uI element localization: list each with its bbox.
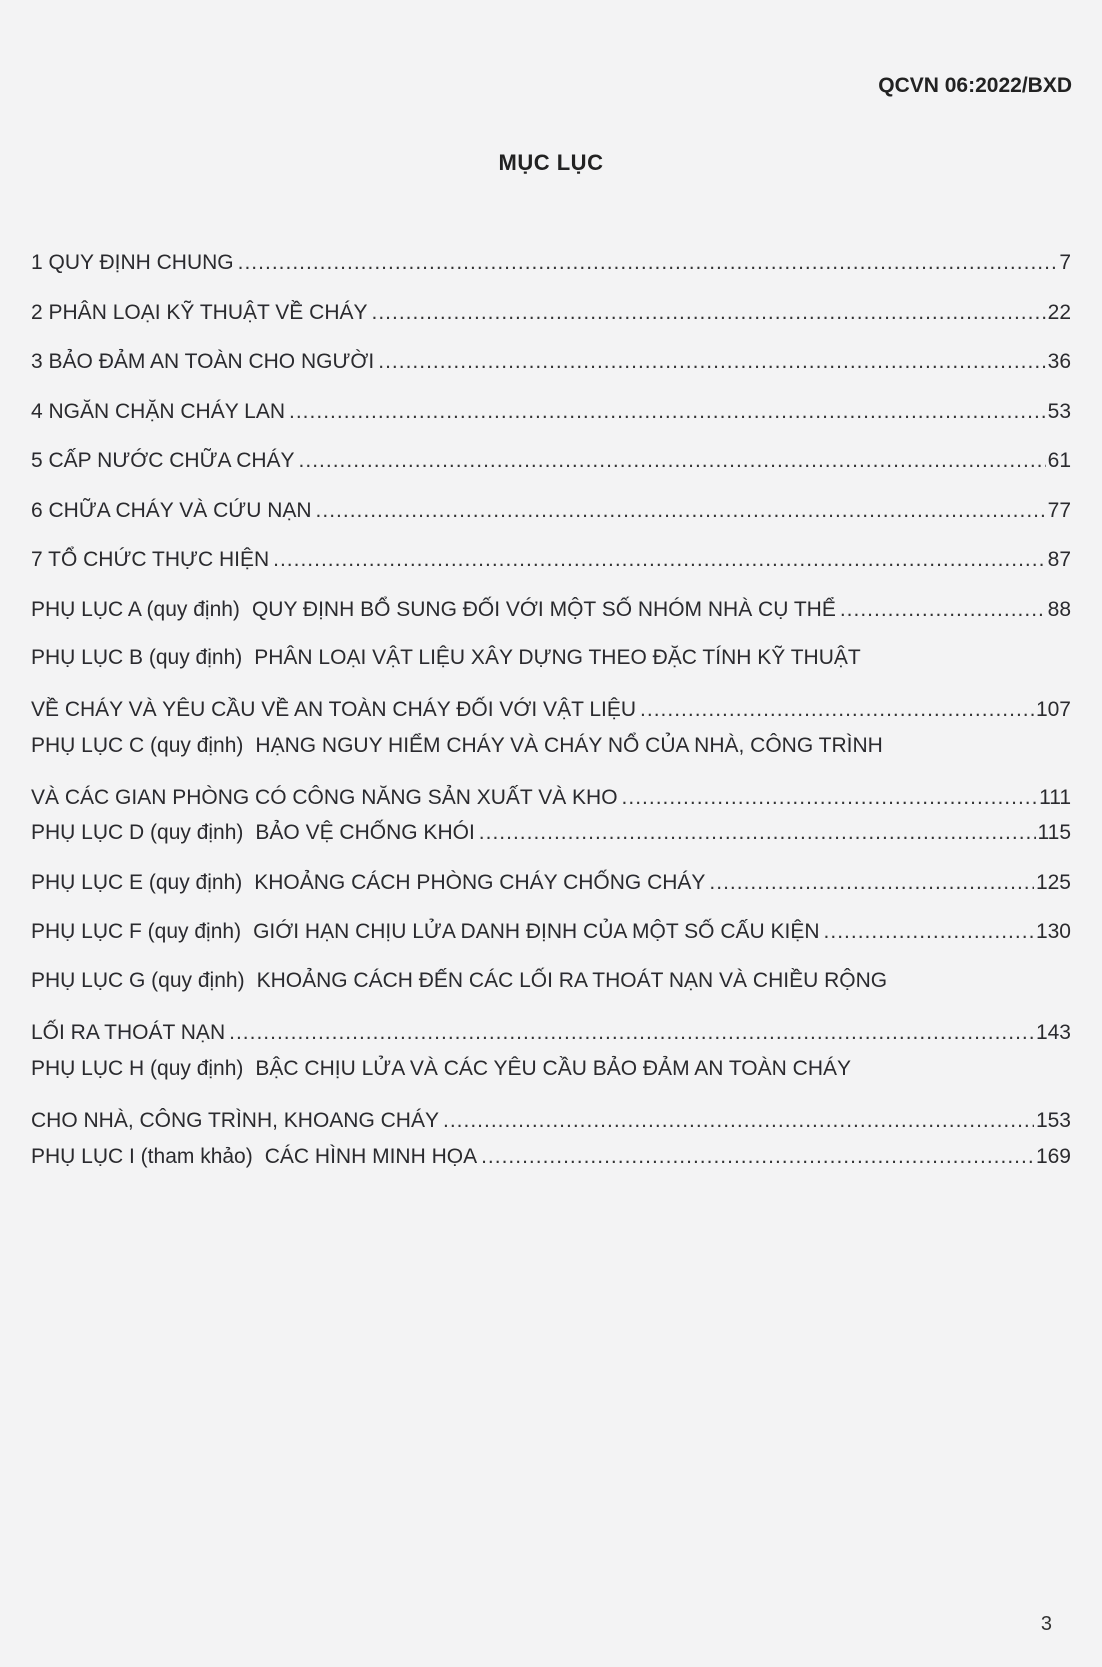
toc-entry-title: 3 BẢO ĐẢM AN TOÀN CHO NGƯỜI (31, 350, 375, 373)
toc-entry-title: BẬC CHỊU LỬA VÀ CÁC YÊU CẦU BẢO ĐẢM AN TOÀN CHÁY (255, 1057, 851, 1080)
toc-appendix-label: PHỤ LỤC E (quy định) (31, 871, 243, 894)
dot-leader (840, 592, 1046, 627)
toc-entry[interactable] (31, 640, 1071, 727)
dot-leader (273, 542, 1046, 577)
toc-entry-title: KHOẢNG CÁCH PHÒNG CHÁY CHỐNG CHÁY (254, 871, 706, 894)
toc-appendix-label: PHỤ LỤC H (quy định) (31, 1057, 244, 1080)
toc-page-number: 88 (1047, 598, 1071, 621)
toc-line (31, 592, 1071, 627)
toc-entry-title: PHÂN LOẠI VẬT LIỆU XÂY DỰNG THEO ĐẶC TÍNH KỸ THUẬT (254, 646, 861, 669)
toc-line (31, 1051, 1071, 1086)
toc-entry[interactable] (31, 865, 1071, 900)
toc-appendix-label: PHỤ LỤC A (quy định) (31, 598, 240, 621)
toc-entry-title: LỐI RA THOÁT NẠN (31, 1021, 226, 1044)
toc-page-number: 115 (1037, 821, 1071, 844)
standard-code: QCVN 06:2022/BXD (878, 74, 1072, 97)
toc-appendix-label: PHỤ LỤC D (quy định) (31, 821, 244, 844)
toc-line (31, 245, 1071, 280)
toc-entry[interactable] (31, 245, 1071, 280)
dot-leader (378, 344, 1045, 379)
toc-entry-title: 7 TỔ CHỨC THỰC HIỆN (31, 548, 270, 571)
toc-entry[interactable] (31, 963, 1071, 1050)
toc-page-number: 125 (1035, 871, 1071, 894)
toc-line (31, 542, 1071, 577)
toc-page-number: 107 (1035, 698, 1071, 721)
toc-entry-title: QUY ĐỊNH BỔ SUNG ĐỐI VỚI MỘT SỐ NHÓM NHÀ CỤ THỂ (251, 598, 836, 621)
dot-leader (640, 692, 1034, 727)
toc-entry-title: CÁC HÌNH MINH HỌA (264, 1145, 478, 1168)
toc-line (31, 640, 1071, 675)
toc-line (31, 344, 1071, 379)
toc-entry[interactable] (31, 914, 1071, 949)
toc-entry[interactable] (31, 542, 1071, 577)
dot-leader (481, 1139, 1034, 1174)
toc-page-number: 22 (1047, 301, 1071, 324)
toc-appendix-label: PHỤ LỤC G (quy định) (31, 969, 245, 992)
toc-entry[interactable] (31, 344, 1071, 379)
toc-entry-title: 1 QUY ĐỊNH CHUNG (31, 251, 234, 274)
toc-line (31, 493, 1071, 528)
toc-entry-title: 4 NGĂN CHẶN CHÁY LAN (31, 400, 286, 423)
toc-page-number: 7 (1059, 251, 1071, 274)
toc-entry-title: BẢO VỆ CHỐNG KHÓI (255, 821, 475, 844)
toc-line (31, 443, 1071, 478)
toc-entry-title: CHO NHÀ, CÔNG TRÌNH, KHOANG CHÁY (31, 1109, 439, 1132)
toc-entry-title: VỀ CHÁY VÀ YÊU CẦU VỀ AN TOÀN CHÁY ĐỐI VỚI VẬT LIỆU (31, 698, 637, 721)
toc-line (31, 1103, 1071, 1138)
toc-line (31, 692, 1071, 727)
toc-line (31, 1015, 1071, 1050)
toc-entry[interactable] (31, 443, 1071, 478)
toc-appendix-label: PHỤ LỤC B (quy định) (31, 646, 243, 669)
toc-line (31, 865, 1071, 900)
dot-leader (289, 394, 1046, 429)
toc-appendix-label: PHỤ LỤC F (quy định) (31, 920, 242, 943)
toc-entry-title: KHOẢNG CÁCH ĐẾN CÁC LỐI RA THOÁT NẠN VÀ CHIỀU RỘNG (256, 969, 888, 992)
toc-line (31, 1139, 1071, 1174)
dot-leader (372, 295, 1046, 330)
toc-page-number: 111 (1039, 786, 1071, 809)
toc-entry[interactable] (31, 728, 1071, 815)
toc-page-number: 77 (1047, 499, 1071, 522)
toc-line (31, 394, 1071, 429)
dot-leader (479, 815, 1036, 850)
dot-leader (316, 493, 1046, 528)
toc-entry-title: GIỚI HẠN CHỊU LỬA DANH ĐỊNH CỦA MỘT SỐ CẤU KIỆN (253, 920, 820, 943)
dot-leader (443, 1103, 1034, 1138)
toc-page-number: 130 (1035, 920, 1071, 943)
dot-leader (824, 914, 1034, 949)
toc-entry[interactable] (31, 815, 1071, 850)
toc-entry-title: 5 CẤP NƯỚC CHỮA CHÁY (31, 449, 295, 472)
toc-line (31, 914, 1071, 949)
dot-leader (622, 780, 1038, 815)
dot-leader (238, 245, 1058, 280)
dot-leader (709, 865, 1034, 900)
toc-entry[interactable] (31, 1051, 1071, 1138)
toc-entry[interactable] (31, 394, 1071, 429)
toc-page-number: 61 (1047, 449, 1071, 472)
toc-page-number: 53 (1047, 400, 1071, 423)
toc-line (31, 963, 1071, 998)
toc-page-number: 36 (1047, 350, 1071, 373)
toc-entry[interactable] (31, 493, 1071, 528)
toc-line (31, 295, 1071, 330)
toc-page-number: 153 (1035, 1109, 1071, 1132)
toc-entry[interactable] (31, 295, 1071, 330)
toc-entry-title: 2 PHÂN LOẠI KỸ THUẬT VỀ CHÁY (31, 301, 368, 324)
toc-appendix-label: PHỤ LỤC C (quy định) (31, 734, 244, 757)
toc-entry[interactable] (31, 592, 1071, 627)
dot-leader (299, 443, 1046, 478)
toc-line (31, 780, 1071, 815)
toc-entry-title: HẠNG NGUY HIỂM CHÁY VÀ CHÁY NỔ CỦA NHÀ, CÔNG TRÌNH (255, 734, 883, 757)
toc-entry-title: VÀ CÁC GIAN PHÒNG CÓ CÔNG NĂNG SẢN XUẤT VÀ KHO (31, 786, 618, 809)
page-title: MỤC LỤC (498, 150, 604, 175)
toc-page-number: 169 (1035, 1145, 1071, 1168)
toc-appendix-label: PHỤ LỤC I (tham khảo) (31, 1145, 253, 1168)
toc-entry[interactable] (31, 1139, 1071, 1174)
toc-page-number: 87 (1047, 548, 1071, 571)
page-number: 3 (1040, 1613, 1052, 1635)
toc-line (31, 728, 1071, 763)
toc-page-number: 143 (1035, 1021, 1071, 1044)
toc-line (31, 815, 1071, 850)
dot-leader (229, 1015, 1034, 1050)
toc-entry-title: 6 CHỮA CHÁY VÀ CỨU NẠN (31, 499, 312, 522)
